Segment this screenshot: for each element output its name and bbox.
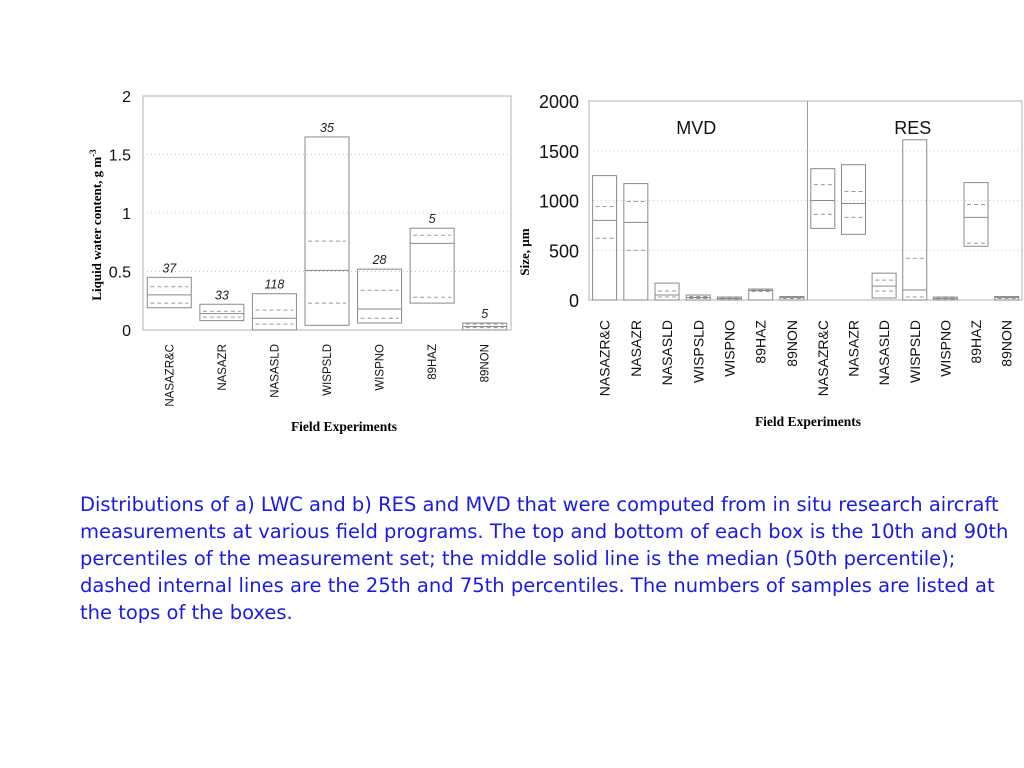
lwc-y-tick-label: 0.5 <box>108 264 131 282</box>
size-y-tick-label: 2000 <box>538 92 579 112</box>
lwc-y-tick-label: 2 <box>122 89 131 106</box>
lwc-y-axis-label: Liquid water content, g $m^{-3}$ <box>88 149 104 301</box>
size-category-label: WISPSLD <box>690 320 707 384</box>
lwc-category-label: WISPNO <box>374 344 387 391</box>
lwc-boxes <box>147 121 506 330</box>
size-category-label: NASAZR <box>845 320 862 377</box>
lwc-y-tick-label: 1.5 <box>108 147 131 165</box>
size-y-tick-label: 500 <box>548 241 579 262</box>
size-category-label: WISPNO <box>721 320 738 377</box>
figure-caption: Distributions of a) LWC and b) RES and MVD that were computed from in situ research aircraft measurements at various field programs. The top and bottom of each box is the 10th and 90th percentiles of the measurement set; the middle solid line is the median (50th percentile); dashed internal lines are the 25th and 75th percentiles. The numbers of samples are listed at the tops of the boxes. <box>80 493 1009 624</box>
lwc-chart <box>88 89 511 434</box>
size-y-axis-label: Size, µm <box>517 228 532 276</box>
size-x-axis-ticks <box>597 320 1015 397</box>
lwc-gridlines <box>143 155 511 272</box>
lwc-count-1: 33 <box>214 288 229 303</box>
lwc-category-label: NASAZR&C <box>164 344 177 407</box>
lwc-count-0: 37 <box>162 261 177 276</box>
size-category-label: WISPNO <box>937 320 954 377</box>
lwc-x-axis-ticks <box>164 344 491 407</box>
size-panel-labels <box>676 118 931 138</box>
lwc-count-4: 28 <box>372 253 387 268</box>
size-gridlines <box>589 151 1022 251</box>
size-res-box-3 <box>903 140 927 300</box>
size-chart <box>517 92 1022 429</box>
size-boxes <box>593 140 1019 300</box>
size-category-label: NASAZR&C <box>596 320 613 397</box>
lwc-y-tick-label: 0 <box>122 323 131 340</box>
lwc-count-5: 5 <box>428 212 436 227</box>
size-y-axis-ticks <box>539 92 579 311</box>
size-category-label: NASASLD <box>659 320 676 386</box>
lwc-box-1 <box>200 304 244 320</box>
lwc-count-2: 118 <box>264 277 285 292</box>
lwc-box-5 <box>410 228 454 303</box>
lwc-y-axis-ticks <box>109 89 131 340</box>
lwc-category-label: NASAZR <box>216 344 229 391</box>
size-res-box-1 <box>841 165 865 235</box>
size-x-axis-label: Field Experiments <box>754 414 862 429</box>
size-category-label: 89NON <box>783 320 800 367</box>
size-category-label: WISPSLD <box>906 320 923 384</box>
size-category-label: NASAZR&C <box>814 320 831 397</box>
size-y-tick-label: 1000 <box>538 191 579 212</box>
lwc-category-label: NASASLD <box>269 344 282 398</box>
size-res-box-0 <box>811 169 835 229</box>
size-res-box-5 <box>964 183 988 247</box>
lwc-category-label: 89HAZ <box>427 344 440 380</box>
size-y-tick-label: 1500 <box>538 141 579 162</box>
panel-label-res: RES <box>894 118 932 138</box>
size-category-label: NASAZR <box>627 320 644 377</box>
size-category-label: 89HAZ <box>968 319 985 364</box>
panel-label-mvd: MVD <box>676 118 717 138</box>
lwc-category-label: 89NON <box>479 344 492 383</box>
size-category-label: NASASLD <box>876 320 893 386</box>
lwc-category-label: WISPSLD <box>322 344 334 396</box>
size-category-label: 89HAZ <box>752 320 769 364</box>
lwc-count-6: 5 <box>481 306 489 321</box>
lwc-box-4 <box>358 269 402 323</box>
lwc-box-3 <box>305 137 349 325</box>
size-y-tick-label: 0 <box>568 291 579 311</box>
lwc-x-axis-label: Field Experiments <box>290 419 398 434</box>
lwc-y-tick-label: 1 <box>122 206 131 223</box>
size-category-label: 89NON <box>998 320 1015 367</box>
lwc-count-3: 35 <box>320 120 334 135</box>
